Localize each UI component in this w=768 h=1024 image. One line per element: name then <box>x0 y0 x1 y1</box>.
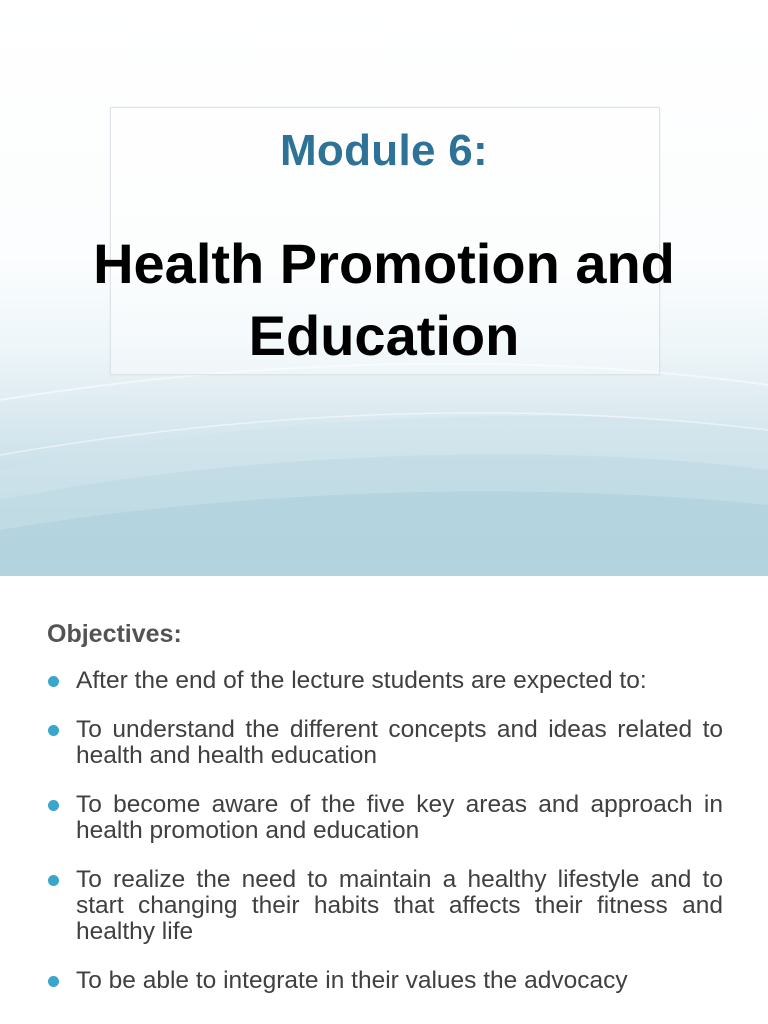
list-item-text: After the end of the lecture students are expected to: <box>76 667 647 694</box>
module-subtitle: Module 6: <box>279 126 489 175</box>
bullet-dot-icon <box>48 875 59 886</box>
slide-title-line-2: Education <box>248 304 520 367</box>
bullet-dot-icon <box>48 800 59 811</box>
list-item-text: To understand the different concepts and ideas related to health and health education <box>76 716 723 769</box>
objectives-list <box>48 668 723 1017</box>
list-item-text: To become aware of the five key areas and approach in health promotion and education <box>76 791 723 844</box>
list-item-text: To realize the need to maintain a healthy lifestyle and to start changing their habits that affects their fitness and healthy life <box>76 866 723 945</box>
objectives-slide <box>0 576 768 1024</box>
list-item-text: To be able to integrate in their values the advocacy <box>76 967 628 994</box>
list-item <box>48 867 723 945</box>
bullet-dot-icon <box>48 725 59 736</box>
bullet-dot-icon <box>48 976 59 987</box>
bullet-dot-icon <box>48 676 59 687</box>
slide-title-line-1: Health Promotion and <box>93 232 675 295</box>
list-item <box>48 717 723 769</box>
slide-title <box>0 228 768 372</box>
list-item <box>48 792 723 844</box>
list-item <box>48 668 723 694</box>
list-item <box>48 968 723 994</box>
objectives-heading: Objectives: <box>47 620 182 648</box>
